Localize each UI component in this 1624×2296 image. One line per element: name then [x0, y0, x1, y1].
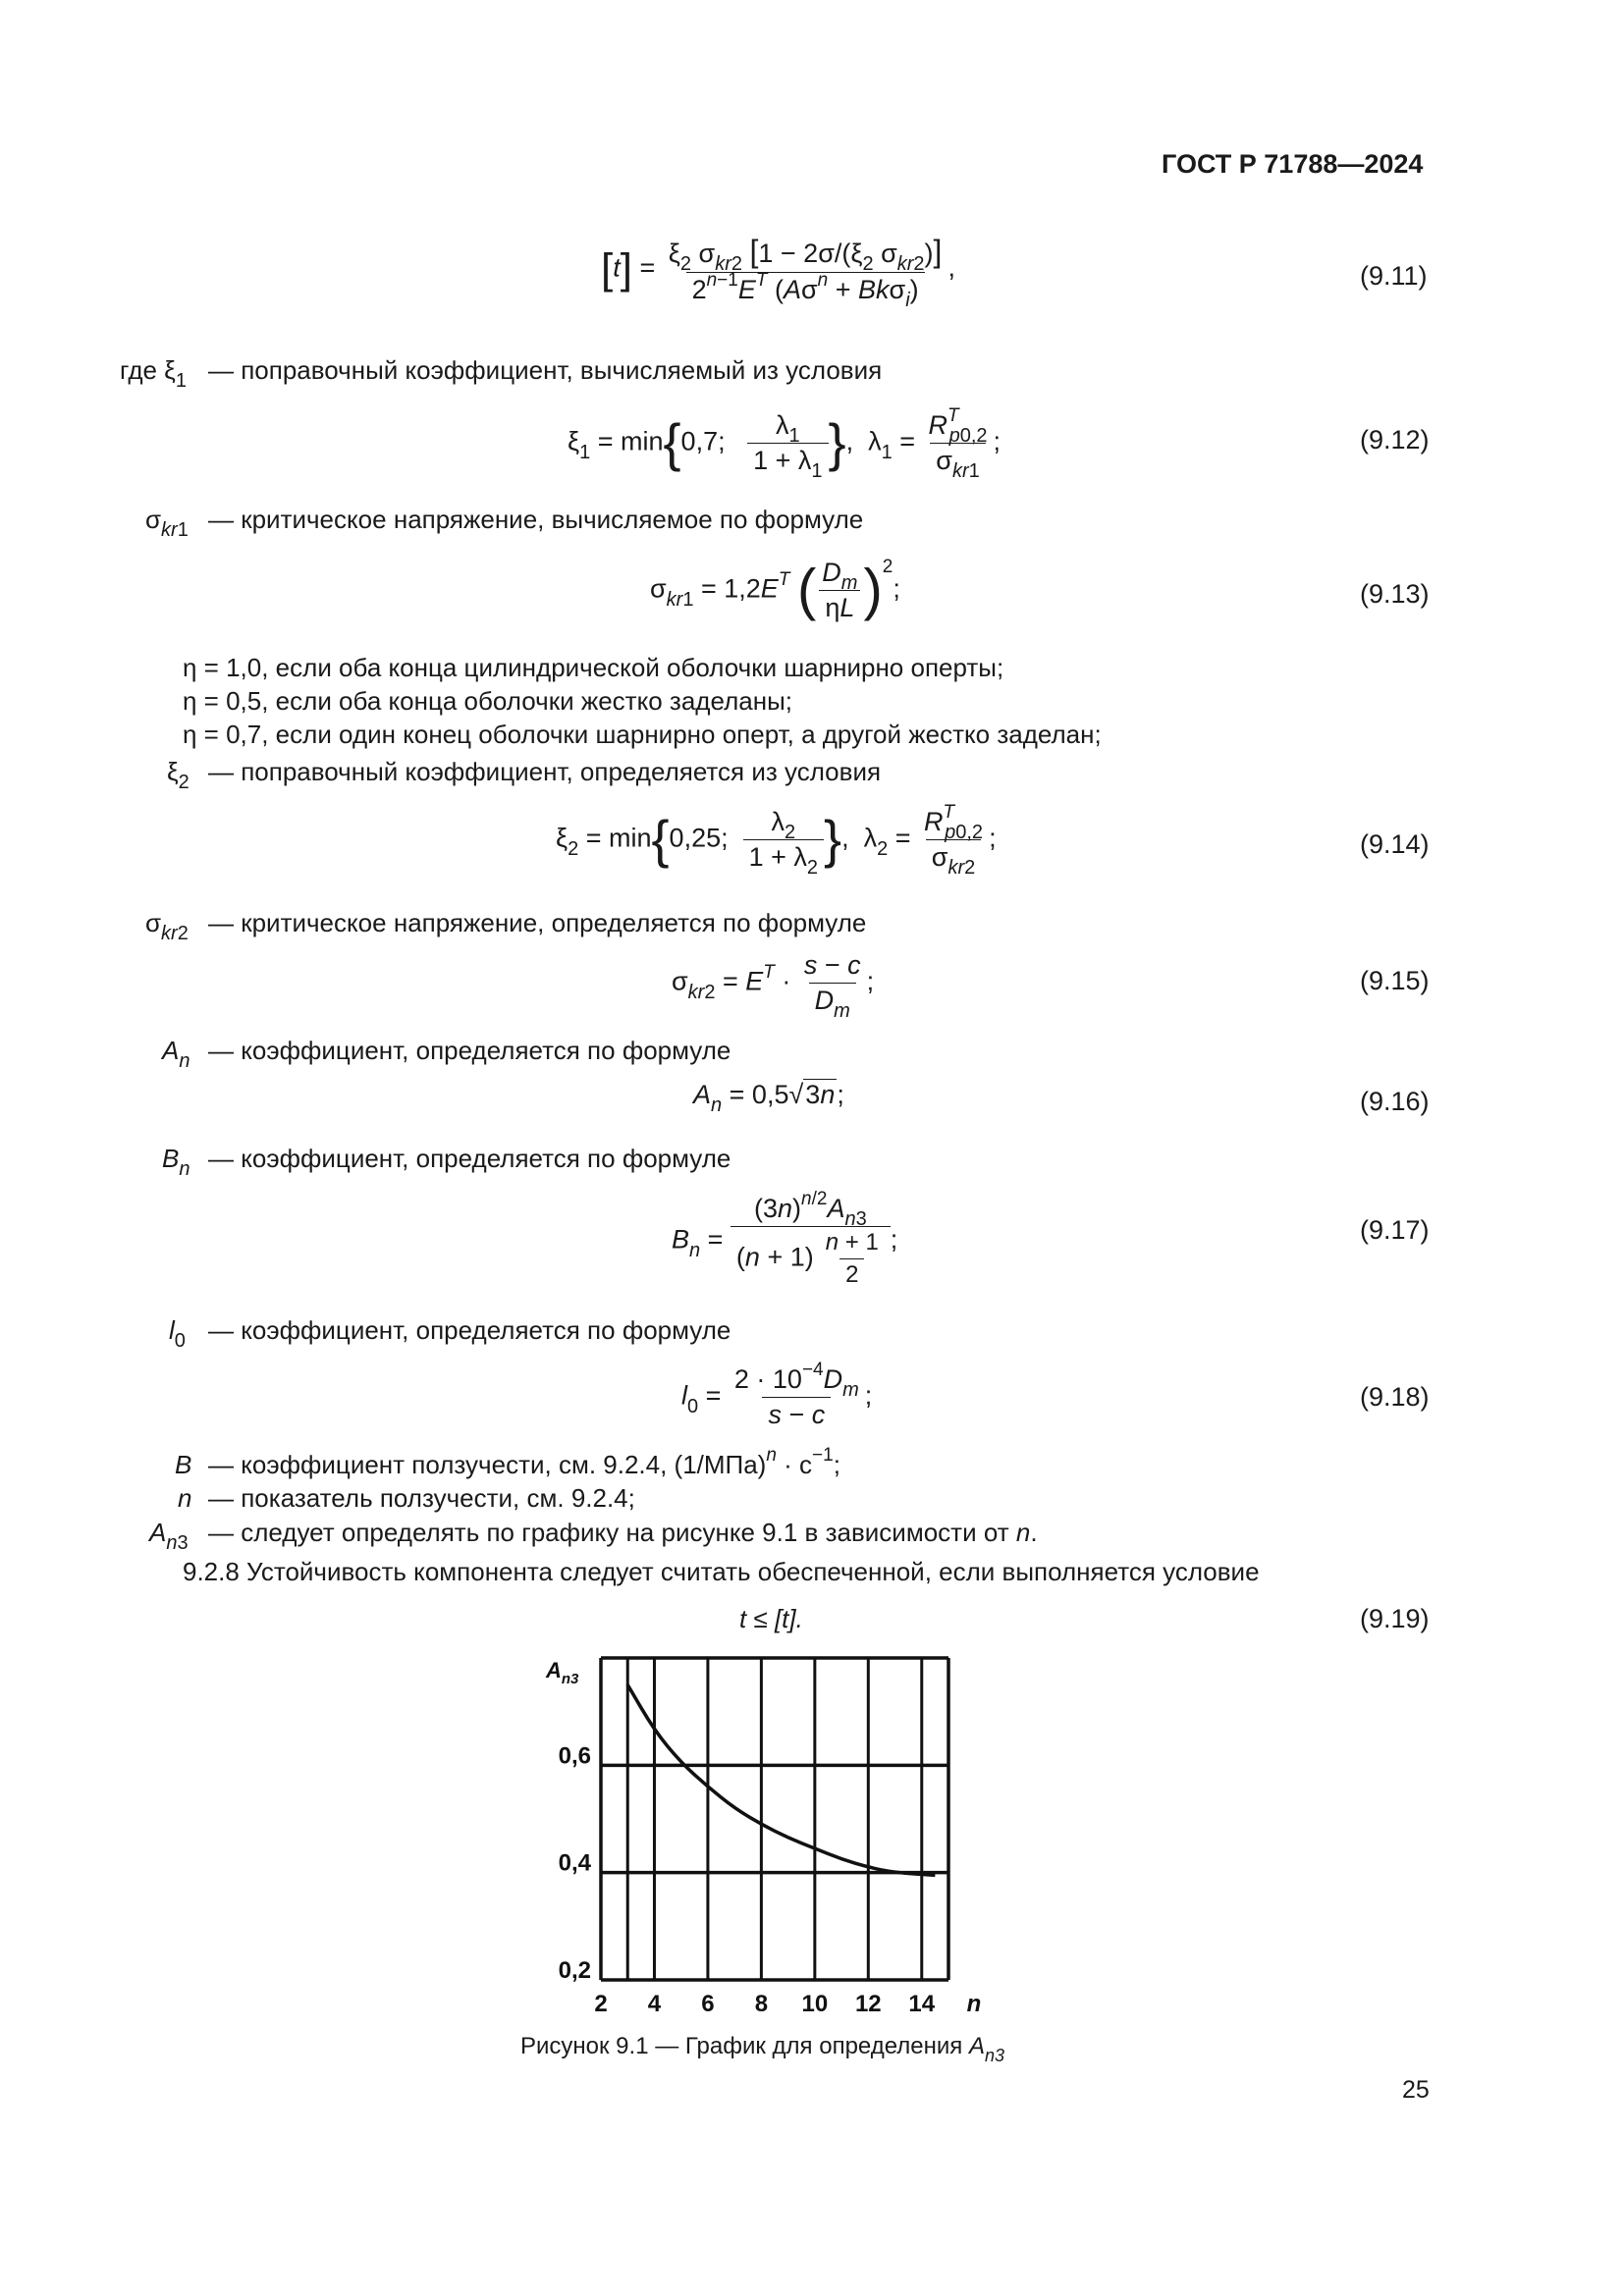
definition-xi1: где $\xi_1$ [120, 355, 187, 392]
definition-l0-text: — коэффициент, определяется по формуле [208, 1315, 731, 1345]
definition-an3: — следует определять по графику на рисунке 9.1 в зависимости от n. [208, 1518, 1038, 1547]
definition-n-text: — показатель ползучести, см. 9.2.4; [208, 1483, 635, 1513]
y-tick-label: 0,6 [558, 1742, 591, 1770]
definition-xi2-text: — поправочный коэффициент, определяется из условия [208, 757, 882, 786]
figure-caption-text: Рисунок 9.1 — График для определения [520, 2033, 963, 2059]
x-tick-label: 4 [647, 1991, 662, 2017]
symbol-an: $A_n$ [162, 1036, 190, 1072]
stability-condition: t ≤ [t]. [739, 1604, 803, 1633]
symbol-sigma-kr2: $\sigma_{kr2}$ [145, 908, 189, 944]
chart-grid [601, 1658, 948, 1980]
formula-9-15: $\sigma_{kr2} = E^T$ · $\frac{s - c}{D_m}$ ; [672, 950, 875, 1022]
equation-number-9-12: (9.12) [1360, 425, 1430, 454]
x-tick-label: 2 [594, 1991, 608, 2017]
equation-number-9-17: (9.17) [1360, 1215, 1430, 1245]
definition-b: — коэффициент ползучести, см. 9.2.4, $(1/МПа)^n \cdot с^{-1}$; [208, 1445, 840, 1479]
y-tick-label: 0,2 [558, 1957, 591, 1984]
formula-9-16-coefficient: 0,5 [751, 1080, 789, 1109]
x-tick-label: 10 [801, 1991, 829, 2017]
equation-number-9-16: (9.16) [1360, 1087, 1430, 1116]
symbol-bn: $B_n$ [162, 1144, 190, 1180]
definition-an3-tail: n [1015, 1518, 1031, 1547]
symbol-sigma-kr1: $\sigma_{kr1}$ [145, 505, 189, 541]
definition-b-tail: · с [776, 1450, 813, 1479]
formula-9-18-numerator: 2 · 10 [733, 1364, 802, 1394]
symbol-b: B [175, 1450, 192, 1479]
eta-line-3: η = 0,7, если один конец оболочки шарнирно оперт, а другой жестко заделан; [183, 720, 1102, 749]
x-axis-label: n [966, 1991, 982, 2017]
equation-number-9-15: (9.15) [1360, 966, 1430, 995]
definition-b-text: — коэффициент ползучести, см. 9.2.4, (1/МПа) [208, 1450, 767, 1479]
figure-caption-subscript: n3 [984, 2046, 1005, 2065]
formula-9-13: $\sigma_{kr1} = 1,2E^T$ ( $\frac{D_m}{\eta L}$ )$^2$; [650, 556, 900, 622]
series-line [627, 1684, 935, 1875]
formula-9-12-constant: 0,7; [680, 426, 726, 456]
document-header: ГОСТ Р 71788—2024 [1162, 149, 1424, 179]
definition-an3-text: — следует определять по графику на рисунке 9.1 в зависимости от [208, 1518, 1009, 1547]
x-tick-label: 8 [754, 1991, 769, 2017]
page-number: 25 [1402, 2076, 1430, 2104]
chart-ticks [545, 1658, 981, 2017]
definition-bn-text: — коэффициент, определяется по формуле [208, 1144, 731, 1173]
x-tick-label: 12 [854, 1991, 882, 2017]
paragraph-9-2-8: 9.2.8 Устойчивость компонента следует считать обеспеченной, если выполняется условие [183, 1557, 1260, 1586]
y-tick-label: 0,4 [558, 1849, 591, 1877]
formula-9-16: $A_n = 0,5√3n$; [693, 1080, 844, 1116]
symbol-l0: $l_0$ [169, 1315, 186, 1352]
figure-caption-symbol: A [968, 2033, 985, 2059]
definition-an-text: — коэффициент, определяется по формуле [208, 1036, 731, 1065]
x-tick-label: 6 [701, 1991, 715, 2017]
y-axis-label: $A_{n3}$ [546, 1658, 579, 1687]
formula-9-14: $\xi_2 = \min\{0,25$; $\frac{\lambda_2}{1 + \lambda_2}$ }, $\lambda_2$ = $\frac{R^T_{p0,2}}{\sigma_{kr2}}$ ; [556, 802, 997, 879]
formula-9-14-constant: 0,25; [669, 823, 729, 853]
formula-9-18: $l_0$ = $\frac{2 \cdot 10^{-4}D_m}{s - c}$ ; [681, 1360, 873, 1429]
formula-9-11: [t] = $\frac{\xi_2 \sigma_{kr2} [1 - 2\sigma/(\xi_2 \sigma_{kr2})]}{2^{n-1}E^T (A\sigma^n + Bk\sigma_i)}$ , [601, 234, 955, 311]
formula-9-12: $\xi_1 = \min\{0,7$; $\frac{\lambda_1}{1 + \lambda_1}$ }, $\lambda_1$ = $\frac{R^T_{p0,2}}{\sigma_{kr1}}$ ; [568, 405, 1001, 482]
symbol-xi2: $\xi_2$ [167, 757, 189, 793]
formula-9-13-coefficient: 1,2 [724, 573, 761, 604]
figure-caption [520, 2033, 1005, 2065]
figure-9-1-chart [530, 1649, 1021, 2022]
x-tick-label: 14 [908, 1991, 936, 2017]
formula-9-17: $B_n$ = $(3n)^{n/2}A_{n3}$ (n + 1) $\frac{n + 1}{2}$ ; [672, 1189, 898, 1288]
definition-sigma-kr2-text: — критическое напряжение, определяется по формуле [208, 908, 867, 937]
equation-number-9-13: (9.13) [1360, 579, 1430, 609]
eta-line-1: η = 1,0, если оба конца цилиндрической оболочки шарнирно оперты; [183, 653, 1004, 682]
equation-number-9-14: (9.14) [1360, 829, 1430, 859]
definition-xi1-text: — поправочный коэффициент, вычисляемый из условия [208, 355, 883, 385]
equation-number-9-18: (9.18) [1360, 1382, 1430, 1412]
definition-sigma-kr1-text: — критическое напряжение, вычисляемое по формуле [208, 505, 864, 534]
equation-number-9-19: (9.19) [1360, 1604, 1430, 1633]
chart-series [627, 1684, 935, 1875]
symbol-n: n [178, 1483, 192, 1513]
eta-line-2: η = 0,5, если оба конца оболочки жестко заделаны; [183, 686, 792, 716]
equation-number-9-11: (9.11) [1360, 261, 1428, 291]
definition-prefix: где [120, 355, 157, 385]
symbol-an3: $A_{n3}$ [149, 1518, 189, 1554]
